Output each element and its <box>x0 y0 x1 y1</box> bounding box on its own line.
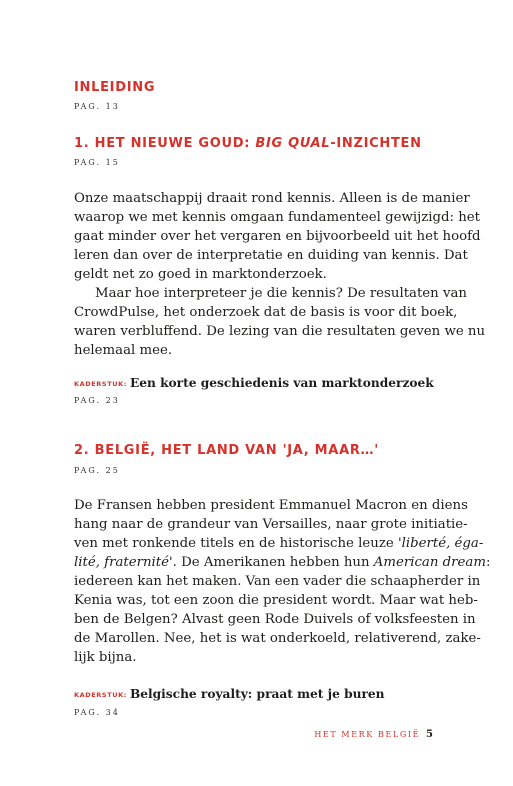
text-line: de Marollen. Nee, het is wat onderkoeld, relativerend, zake- <box>74 631 481 646</box>
page-number: 5 <box>426 729 433 740</box>
page-ref-inleiding: PAG. 13 <box>74 102 120 111</box>
kaderstuk-title: Een korte geschiedenis van marktonderzoek <box>129 376 434 390</box>
heading-text: HET NIEUWE GOUD: <box>94 136 256 151</box>
kaderstuk-label: KADERSTUK: <box>74 380 127 388</box>
chapter-heading-2 <box>74 443 379 458</box>
text-line <box>74 534 484 553</box>
text-line: hang naar de grandeur van Versailles, naar grote initiatie- <box>74 517 468 532</box>
chapter-1-summary <box>74 189 486 360</box>
kaderstuk-entry-2 <box>74 683 385 702</box>
running-title: HET MERK BELGIË <box>314 730 421 739</box>
kaderstuk-title: Belgische royalty: praat met je buren <box>129 687 385 701</box>
text-line: gaat minder over het vergaren en bijvoorbeeld uit het hoofd <box>74 229 481 244</box>
text-line: Onze maatschappij draait rond kennis. Alleen is de manier <box>74 191 470 206</box>
page-ref-chapter-2: PAG. 25 <box>74 466 120 475</box>
text-line: leren dan over de interpretatie en duiding van kennis. Dat <box>74 248 468 263</box>
chapter-heading-1 <box>74 136 422 151</box>
italic-quote: 'liberté, éga- <box>397 536 484 551</box>
page-ref-kaderstuk-1: PAG. 23 <box>74 396 120 405</box>
heading-number: 1. <box>74 136 95 151</box>
text-line: iedereen kan het maken. Van een vader die schaapherder in <box>74 574 481 589</box>
italic-phrase: American dream <box>373 555 486 570</box>
text-line: Kenia was, tot een zoon die president wordt. Maar wat heb- <box>74 593 478 608</box>
italic-quote: lité, fraternité' <box>74 555 173 570</box>
page-ref-kaderstuk-2: PAG. 34 <box>74 708 120 717</box>
chapter-2-summary <box>74 496 491 667</box>
heading-text-end: -INZICHTEN <box>330 136 422 151</box>
kaderstuk-label: KADERSTUK: <box>74 691 127 699</box>
heading-text: BELGIË, HET LAND VAN 'JA, MAAR…' <box>94 443 379 458</box>
text-line <box>74 553 491 572</box>
text-run: . De Amerikanen hebben hun <box>172 555 370 570</box>
heading-italic-text: BIG QUAL <box>255 136 331 151</box>
text-run: : <box>485 555 491 570</box>
text-line: ben de Belgen? Alvast geen Rode Duivels of volksfeesten in <box>74 612 476 627</box>
heading-number: 2. <box>74 443 95 458</box>
text-run: ven met ronkende titels en de historische leuze <box>74 536 394 551</box>
text-line: De Fransen hebben president Emmanuel Macron en diens <box>74 498 468 513</box>
text-line: waren verbluffend. De lezing van die resultaten geven we nu <box>74 324 486 339</box>
page-footer <box>314 722 433 741</box>
text-line: lijk bijna. <box>74 650 137 665</box>
page-ref-chapter-1: PAG. 15 <box>74 158 120 167</box>
heading-text: INLEIDING <box>74 80 156 95</box>
text-line: waarop we met kennis omgaan fundamenteel gewijzigd: het <box>74 210 480 225</box>
kaderstuk-entry-1 <box>74 372 434 391</box>
text-line: CrowdPulse, het onderzoek dat de basis is voor dit boek, <box>74 305 458 320</box>
text-line: geldt net zo goed in marktonderzoek. <box>74 267 327 282</box>
text-line: helemaal mee. <box>74 343 173 358</box>
text-line: Maar hoe interpreteer je die kennis? De resultaten van <box>95 286 467 301</box>
chapter-heading-inleiding <box>74 80 155 95</box>
